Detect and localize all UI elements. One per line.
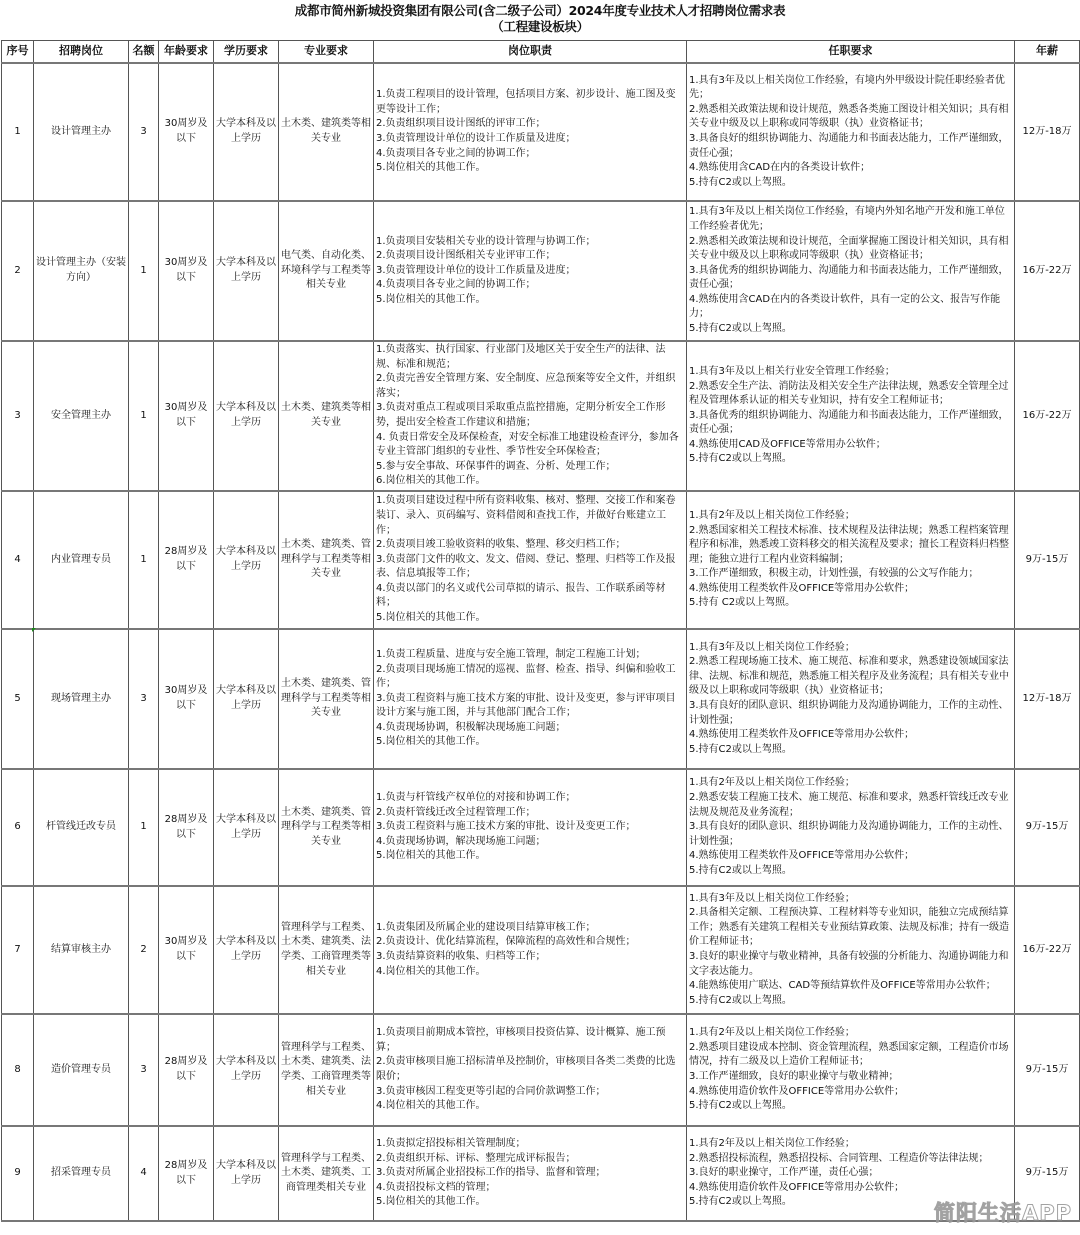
table-row — [2, 886, 1080, 1014]
duty-item: 3.负责管理设计单位的设计工作质量及进度； — [376, 264, 576, 276]
requirement-item: 5.持有C2或以上驾照。 — [689, 176, 792, 188]
header-row — [2, 41, 1080, 64]
duty-item: 2.负责组织开标、评标、整理完成评标报告； — [376, 1152, 576, 1164]
duty-item: 3.负责结算资料的收集、归档等工作； — [376, 951, 546, 962]
requirement-item: 3.良好的职业操守与敬业精神，具备有较强的分析能力、沟通协调能力和文字表达能力。 — [689, 951, 1009, 977]
age-requirement: 28周岁及以下 — [159, 1014, 214, 1126]
education-requirement: 大学本科及以上学历 — [214, 341, 279, 491]
duties-cell — [374, 1126, 687, 1221]
requirement-item: 3.具备优秀的组织协调能力、沟通能力和书面表达能力，工作严谨细致，责任心强； — [689, 409, 1009, 436]
row-number: 8 — [2, 1014, 34, 1126]
post-name: 安全管理主办 — [34, 341, 129, 491]
annual-salary: 12万-18万 — [1015, 629, 1080, 769]
duties-cell — [374, 629, 687, 769]
requirement-item: 1.具有2年及以上相关岗位工作经验； — [689, 1138, 855, 1150]
requirement-item: 4.熟练使用CAD及OFFICE等常用办公软件； — [689, 438, 886, 450]
requirement-item: 3.良好的职业操守，工作严谨，责任心强； — [689, 1167, 879, 1179]
age-requirement: 30周岁及以下 — [159, 629, 214, 769]
header-post: 招聘岗位 — [34, 41, 129, 64]
duty-item: 2.负责组织项目设计图纸的评审工作； — [376, 118, 546, 130]
requirement-item: 4.能熟练使用广联达、CAD等预结算软件及OFFICE等常用办公软件； — [689, 980, 996, 992]
duty-item: 1.负责落实、执行国家、行业部门及地区关于安全生产的法律、法规、标准和规范； — [376, 344, 666, 370]
duty-item: 1.负责项目前期成本管控，审核项目投资估算、设计概算、施工预算； — [376, 1027, 666, 1053]
annual-salary: 9万-15万 — [1015, 491, 1080, 629]
duties-cell — [374, 491, 687, 629]
duty-item: 5.参与安全事故、环保事件的调查、分析、处理工作； — [376, 460, 616, 472]
header-major: 专业要求 — [279, 41, 374, 64]
requirement-item: 4.熟练使用含CAD在内的各类设计软件； — [689, 162, 871, 174]
requirement-item: 1.具有3年及以上相关行业安全管理工作经验； — [689, 365, 895, 377]
education-requirement: 大学本科及以上学历 — [214, 491, 279, 629]
duties-cell — [374, 1014, 687, 1126]
table-row — [2, 769, 1080, 886]
duty-item: 3.负责对所属企业招投标工作的指导、监督和管理； — [376, 1167, 606, 1179]
education-requirement: 大学本科及以上学历 — [214, 1014, 279, 1126]
duty-item: 1.负责拟定招投标相关管理制度； — [376, 1138, 526, 1150]
requirement-item: 1.具有2年及以上相关岗位工作经验； — [689, 1027, 855, 1039]
age-requirement: 28周岁及以下 — [159, 769, 214, 886]
requirement-item: 1.具有3年及以上相关岗位工作经验，有境内外知名地产开发和施工单位工作经验者优先； — [689, 206, 1005, 232]
duty-item: 5.岗位相关的其他工作。 — [376, 293, 486, 305]
major-requirement: 管理科学与工程类、土木类、建筑类、法学类、工商管理类等相关专业 — [279, 1014, 374, 1126]
header-duties: 岗位职责 — [374, 41, 687, 64]
header-requirements: 任职要求 — [687, 41, 1015, 64]
duty-item: 2.负责设计、优化结算流程，保障流程的高效性和合规性； — [376, 936, 636, 948]
post-name: 造价管理专员 — [34, 1014, 129, 1126]
major-requirement: 土木类、建筑类、管理科学与工程类等相关专业 — [279, 769, 374, 886]
major-requirement: 电气类、自动化类、环境科学与工程类等相关专业 — [279, 201, 374, 341]
requirement-item: 2.具备相关定额、工程预决算、工程材料等专业知识，能独立完成预结算工作；熟悉有关建筑工程相关专业预结算政策、法规及标准；持有一级造价工程师证书； — [689, 907, 1009, 948]
duty-item: 4.负责现场协调，积极解决现场施工问题； — [376, 721, 566, 733]
duty-item: 4. 负责日常安全及环保检查，对安全标准工地建设检查评分，参加各专业主管部门组织的专业性、季节性安全环保检查； — [376, 431, 679, 458]
annual-salary: 9万-15万 — [1015, 1014, 1080, 1126]
major-requirement: 土木类、建筑类、管理科学与工程类等相关专业 — [279, 491, 374, 629]
duty-item: 1.负责集团及所属企业的建设项目结算审核工作； — [376, 921, 596, 933]
duty-item: 4.岗位相关的其他工作。 — [376, 965, 486, 977]
duty-item: 5.岗位相关的其他工作。 — [376, 612, 486, 624]
duties-cell — [374, 63, 687, 201]
duties-cell — [374, 769, 687, 886]
education-requirement: 大学本科及以上学历 — [214, 629, 279, 769]
requirement-item: 3.工作严谨细致，良好的职业操守与敬业精神； — [689, 1071, 899, 1082]
annual-salary: 12万-18万 — [1015, 63, 1080, 201]
duty-item: 1.负责项目建设过程中所有资料收集、核对、整理、交接工作和案卷装订、录入、页码编写、资料借阅和查找工作，并做好台账建立工作； — [376, 495, 676, 536]
post-name: 招采管理专员 — [34, 1126, 129, 1221]
requirement-item: 3.具有良好的团队意识、组织协调能力及沟通协调能力，工作的主动性、计划性强； — [689, 700, 1009, 726]
requirement-item: 3.具备优秀的组织协调能力、沟通能力和书面表达能力，工作严谨细致，责任心强； — [689, 264, 1009, 291]
duty-item: 5.岗位相关的其他工作。 — [376, 850, 486, 862]
duty-item: 3.负责工程资料与施工技术方案的审批、设计及变更工作； — [376, 821, 636, 833]
requirement-item: 2.熟悉招投标流程，熟悉招投标、合同管理、工程造价等法律法规； — [689, 1152, 989, 1164]
headcount: 3 — [129, 63, 159, 201]
education-requirement: 大学本科及以上学历 — [214, 1126, 279, 1221]
duty-item: 2.负责项目设计图纸相关专业评审工作； — [376, 250, 556, 262]
requirements-cell — [687, 341, 1015, 491]
duty-item: 1.负责工程质量、进度与安全施工管理，制定工程施工计划； — [376, 648, 646, 660]
headcount: 1 — [129, 341, 159, 491]
row-number: 9 — [2, 1126, 34, 1221]
header-age: 年龄要求 — [159, 41, 214, 64]
duty-item: 6.岗位相关的其他工作。 — [376, 475, 486, 487]
requirement-item: 3.具备良好的组织协调能力、沟通能力和书面表达能力，工作严谨细致，责任心强； — [689, 133, 1009, 159]
annual-salary: 9万-15万 — [1015, 769, 1080, 886]
duty-item: 2.负责审核项目施工招标清单及控制价，审核项目各类二类费的比选限价； — [376, 1056, 676, 1082]
title-line-2: （工程建设板块） — [491, 19, 589, 34]
table-row — [2, 201, 1080, 341]
duty-item: 1.负责与杆管线产权单位的对接和协调工作； — [376, 792, 576, 804]
headcount: 3 — [129, 1014, 159, 1126]
duty-item: 4.岗位相关的其他工作。 — [376, 1100, 486, 1112]
major-requirement: 管理科学与工程类、土木类、建筑类、工商管理类相关专业 — [279, 1126, 374, 1221]
duty-item: 5.岗位相关的其他工作。 — [376, 162, 486, 174]
duty-item: 4.负责现场协调，解决现场施工问题； — [376, 835, 546, 847]
education-requirement: 大学本科及以上学历 — [214, 769, 279, 886]
duty-item: 4.负责项目各专业之间的协调工作； — [376, 279, 536, 291]
row-number: 2 — [2, 201, 34, 341]
education-requirement: 大学本科及以上学历 — [214, 63, 279, 201]
cell-comment-marker — [32, 628, 36, 632]
annual-salary: 9万-15万 — [1015, 1126, 1080, 1221]
requirement-item: 2.熟悉安装工程施工技术、施工规范、标准和要求，熟悉杆管线迁改专业法规及规范及业务流程； — [689, 792, 1009, 818]
requirement-item: 3.具有良好的团队意识、组织协调能力及沟通协调能力，工作的主动性、计划性强； — [689, 821, 1009, 847]
requirement-item: 4.熟练使用工程类软件及OFFICE等常用办公软件； — [689, 850, 915, 862]
requirement-item: 5.持有C2或以上驾照。 — [689, 864, 792, 876]
age-requirement: 28周岁及以下 — [159, 491, 214, 629]
requirement-item: 5.持有C2或以上驾照。 — [689, 453, 792, 465]
duty-item: 5.岗位相关的其他工作。 — [376, 1196, 486, 1208]
watermark-logo: 简阳生活APP — [933, 1201, 1072, 1225]
major-requirement: 管理科学与工程类、土木类、建筑类、法学类、工商管理类等相关专业 — [279, 886, 374, 1014]
duty-item: 3.负责部门文件的收文、发文、借阅、登记、整理、归档等工作及报表、信息填报等工作； — [376, 553, 676, 580]
headcount: 1 — [129, 491, 159, 629]
duty-item: 1.负责工程项目的设计管理，包括项目方案、初步设计、施工图及变更等设计工作； — [376, 89, 676, 115]
requirement-item: 1.具有3年及以上相关岗位工作经验，有境内外甲级设计院任职经验者优先； — [689, 74, 1005, 101]
headcount: 1 — [129, 201, 159, 341]
age-requirement: 30周岁及以下 — [159, 341, 214, 491]
duty-item: 5.岗位相关的其他工作。 — [376, 736, 486, 748]
row-number: 5 — [2, 629, 34, 769]
table-row — [2, 63, 1080, 201]
age-requirement: 28周岁及以下 — [159, 1126, 214, 1221]
header-education: 学历要求 — [214, 41, 279, 64]
duties-cell — [374, 341, 687, 491]
requirement-item: 2.熟悉工程现场施工技术、施工规范、标准和要求，熟悉建设领域国家法律、法规、标准和规范，熟悉施工相关程序及业务流程；具有相关专业中级及以上职称或同等级职（执）业资格证书； — [689, 656, 1009, 697]
requirements-cell — [687, 886, 1015, 1014]
requirements-cell — [687, 63, 1015, 201]
duty-item: 4.负责以部门的名义或代公司草拟的请示、报告、工作联系函等材料； — [376, 582, 666, 609]
table-row — [2, 629, 1080, 769]
requirement-item: 2.熟悉项目建设成本控制、资金管理流程，熟悉国家定额，工程造价市场情况，持有二级及以上造价工程师证书； — [689, 1041, 1009, 1068]
headcount: 1 — [129, 769, 159, 886]
headcount: 4 — [129, 1126, 159, 1221]
duty-item: 3.负责工程资料与施工技术方案的审批、设计及变更，参与评审项目设计方案与施工图，并与其他部门配合工作； — [376, 692, 676, 719]
requirement-item: 4.熟练使用含CAD在内的各类设计软件，具有一定的公文、报告写作能力； — [689, 293, 1001, 320]
requirement-item: 5.持有C2或以上驾照。 — [689, 1100, 792, 1112]
education-requirement: 大学本科及以上学历 — [214, 886, 279, 1014]
requirement-item: 2.熟悉相关政策法规和设计规范，全面掌握施工图设计相关知识，具有相关专业中级及以上职称或同等级职（执）业资格证书； — [689, 235, 1009, 262]
table-row — [2, 1126, 1080, 1221]
duty-item: 2.负责杆管线迁改全过程管理工作； — [376, 806, 536, 818]
requirement-item: 5.持有C2或以上驾照。 — [689, 994, 792, 1006]
header-salary: 年薪 — [1015, 41, 1080, 64]
requirements-cell — [687, 201, 1015, 341]
major-requirement: 土木类、建筑类等相关专业 — [279, 63, 374, 201]
row-number: 3 — [2, 341, 34, 491]
duty-item: 3.负责管理设计单位的设计工作质量及进度； — [376, 133, 576, 144]
age-requirement: 30周岁及以下 — [159, 63, 214, 201]
annual-salary: 16万-22万 — [1015, 201, 1080, 341]
requirement-item: 4.熟练使用造价软件及OFFICE等常用办公软件； — [689, 1181, 905, 1193]
requirement-item: 5.持有C2或以上驾照。 — [689, 1196, 792, 1208]
title-line-1: 成都市简州新城投资集团有限公司(含二级子公司）2024年度专业技术人才招聘岗位需求表 — [294, 3, 786, 18]
requirement-item: 2.熟悉相关政策法规和设计规范，熟悉各类施工图设计相关知识；具有相关专业中级及以上职称或同等级职（执）业资格证书； — [689, 103, 1009, 130]
duty-item: 1.负责项目安装相关专业的设计管理与协调工作； — [376, 235, 596, 247]
requirement-item: 5.持有 C2或以上驾照。 — [689, 597, 796, 609]
requirement-item: 5.持有C2或以上驾照。 — [689, 743, 792, 755]
major-requirement: 土木类、建筑类、管理科学与工程类等相关专业 — [279, 629, 374, 769]
duty-item: 4.负责招投标文档的管理； — [376, 1181, 496, 1193]
duties-cell — [374, 201, 687, 341]
requirements-cell — [687, 1014, 1015, 1126]
duty-item: 4.负责项目各专业之间的协调工作； — [376, 147, 536, 159]
requirement-item: 4.熟练使用造价软件及OFFICE等常用办公软件； — [689, 1085, 905, 1097]
header-count: 名额 — [129, 41, 159, 64]
duty-item: 2.负责项目竣工验收资料的收集、整理、移交归档工作； — [376, 539, 626, 551]
requirement-item: 1.具有3年及以上相关岗位工作经验； — [689, 892, 855, 904]
requirements-cell — [687, 769, 1015, 886]
duty-item: 2.负责项目现场施工情况的巡视、监督、检查、指导、纠偏和验收工作； — [376, 663, 676, 690]
requirement-item: 3.工作严谨细致，积极主动，计划性强，有较强的公文写作能力； — [689, 568, 979, 580]
row-number: 4 — [2, 491, 34, 629]
post-name: 设计管理主办 — [34, 63, 129, 201]
recruitment-table — [1, 40, 1080, 1222]
annual-salary: 16万-22万 — [1015, 341, 1080, 491]
post-name: 结算审核主办 — [34, 886, 129, 1014]
requirement-item: 1.具有2年及以上相关岗位工作经验； — [689, 777, 855, 789]
duties-cell — [374, 886, 687, 1014]
requirement-item: 2.熟悉安全生产法、消防法及相关安全生产法律法规，熟悉安全管理全过程及管理体系认证的相关专业知识，持有安全工程师证书； — [689, 380, 1009, 407]
document-title — [0, 3, 1080, 35]
requirement-item: 5.持有C2或以上驾照。 — [689, 323, 792, 335]
duty-item: 2.负责完善安全管理方案、安全制度、应急预案等安全文件，并组织落实； — [376, 373, 676, 399]
table-row — [2, 491, 1080, 629]
header-no: 序号 — [2, 41, 34, 64]
duty-item: 3.负责审核因工程变更等引起的合同价款调整工作； — [376, 1085, 606, 1097]
duty-item: 3.负责对重点工程或项目采取重点监控措施，定期分析安全工作形势，提出安全检查工作建议和措施； — [376, 402, 666, 428]
requirements-cell — [687, 629, 1015, 769]
requirement-item: 1.具有3年及以上相关岗位工作经验； — [689, 641, 855, 653]
row-number: 6 — [2, 769, 34, 886]
post-name: 设计管理主办（安装方向） — [34, 201, 129, 341]
post-name: 现场管理主办 — [34, 629, 129, 769]
requirement-item: 1.具有2年及以上相关岗位工作经验； — [689, 509, 855, 521]
requirements-cell — [687, 491, 1015, 629]
education-requirement: 大学本科及以上学历 — [214, 201, 279, 341]
requirement-item: 4.熟练使用工程类软件及OFFICE等常用办公软件； — [689, 582, 915, 594]
table-body — [2, 63, 1080, 1221]
headcount: 2 — [129, 886, 159, 1014]
post-name: 杆管线迁改专员 — [34, 769, 129, 886]
table-row — [2, 341, 1080, 491]
age-requirement: 30周岁及以下 — [159, 886, 214, 1014]
requirement-item: 4.熟练使用工程类软件及OFFICE等常用办公软件； — [689, 729, 915, 741]
annual-salary: 16万-22万 — [1015, 886, 1080, 1014]
row-number: 1 — [2, 63, 34, 201]
age-requirement: 30周岁及以下 — [159, 201, 214, 341]
row-number: 7 — [2, 886, 34, 1014]
headcount: 3 — [129, 629, 159, 769]
table-row — [2, 1014, 1080, 1126]
major-requirement: 土木类、建筑类等相关专业 — [279, 341, 374, 491]
post-name: 内业管理专员 — [34, 491, 129, 629]
requirement-item: 2.熟悉国家相关工程技术标准、技术规程及法律法规；熟悉工程档案管理程序和标准，熟悉竣工资料移交的相关流程及要求；擅长工程资料归档整理；能独立进行工程内业资料编制； — [689, 524, 1009, 565]
